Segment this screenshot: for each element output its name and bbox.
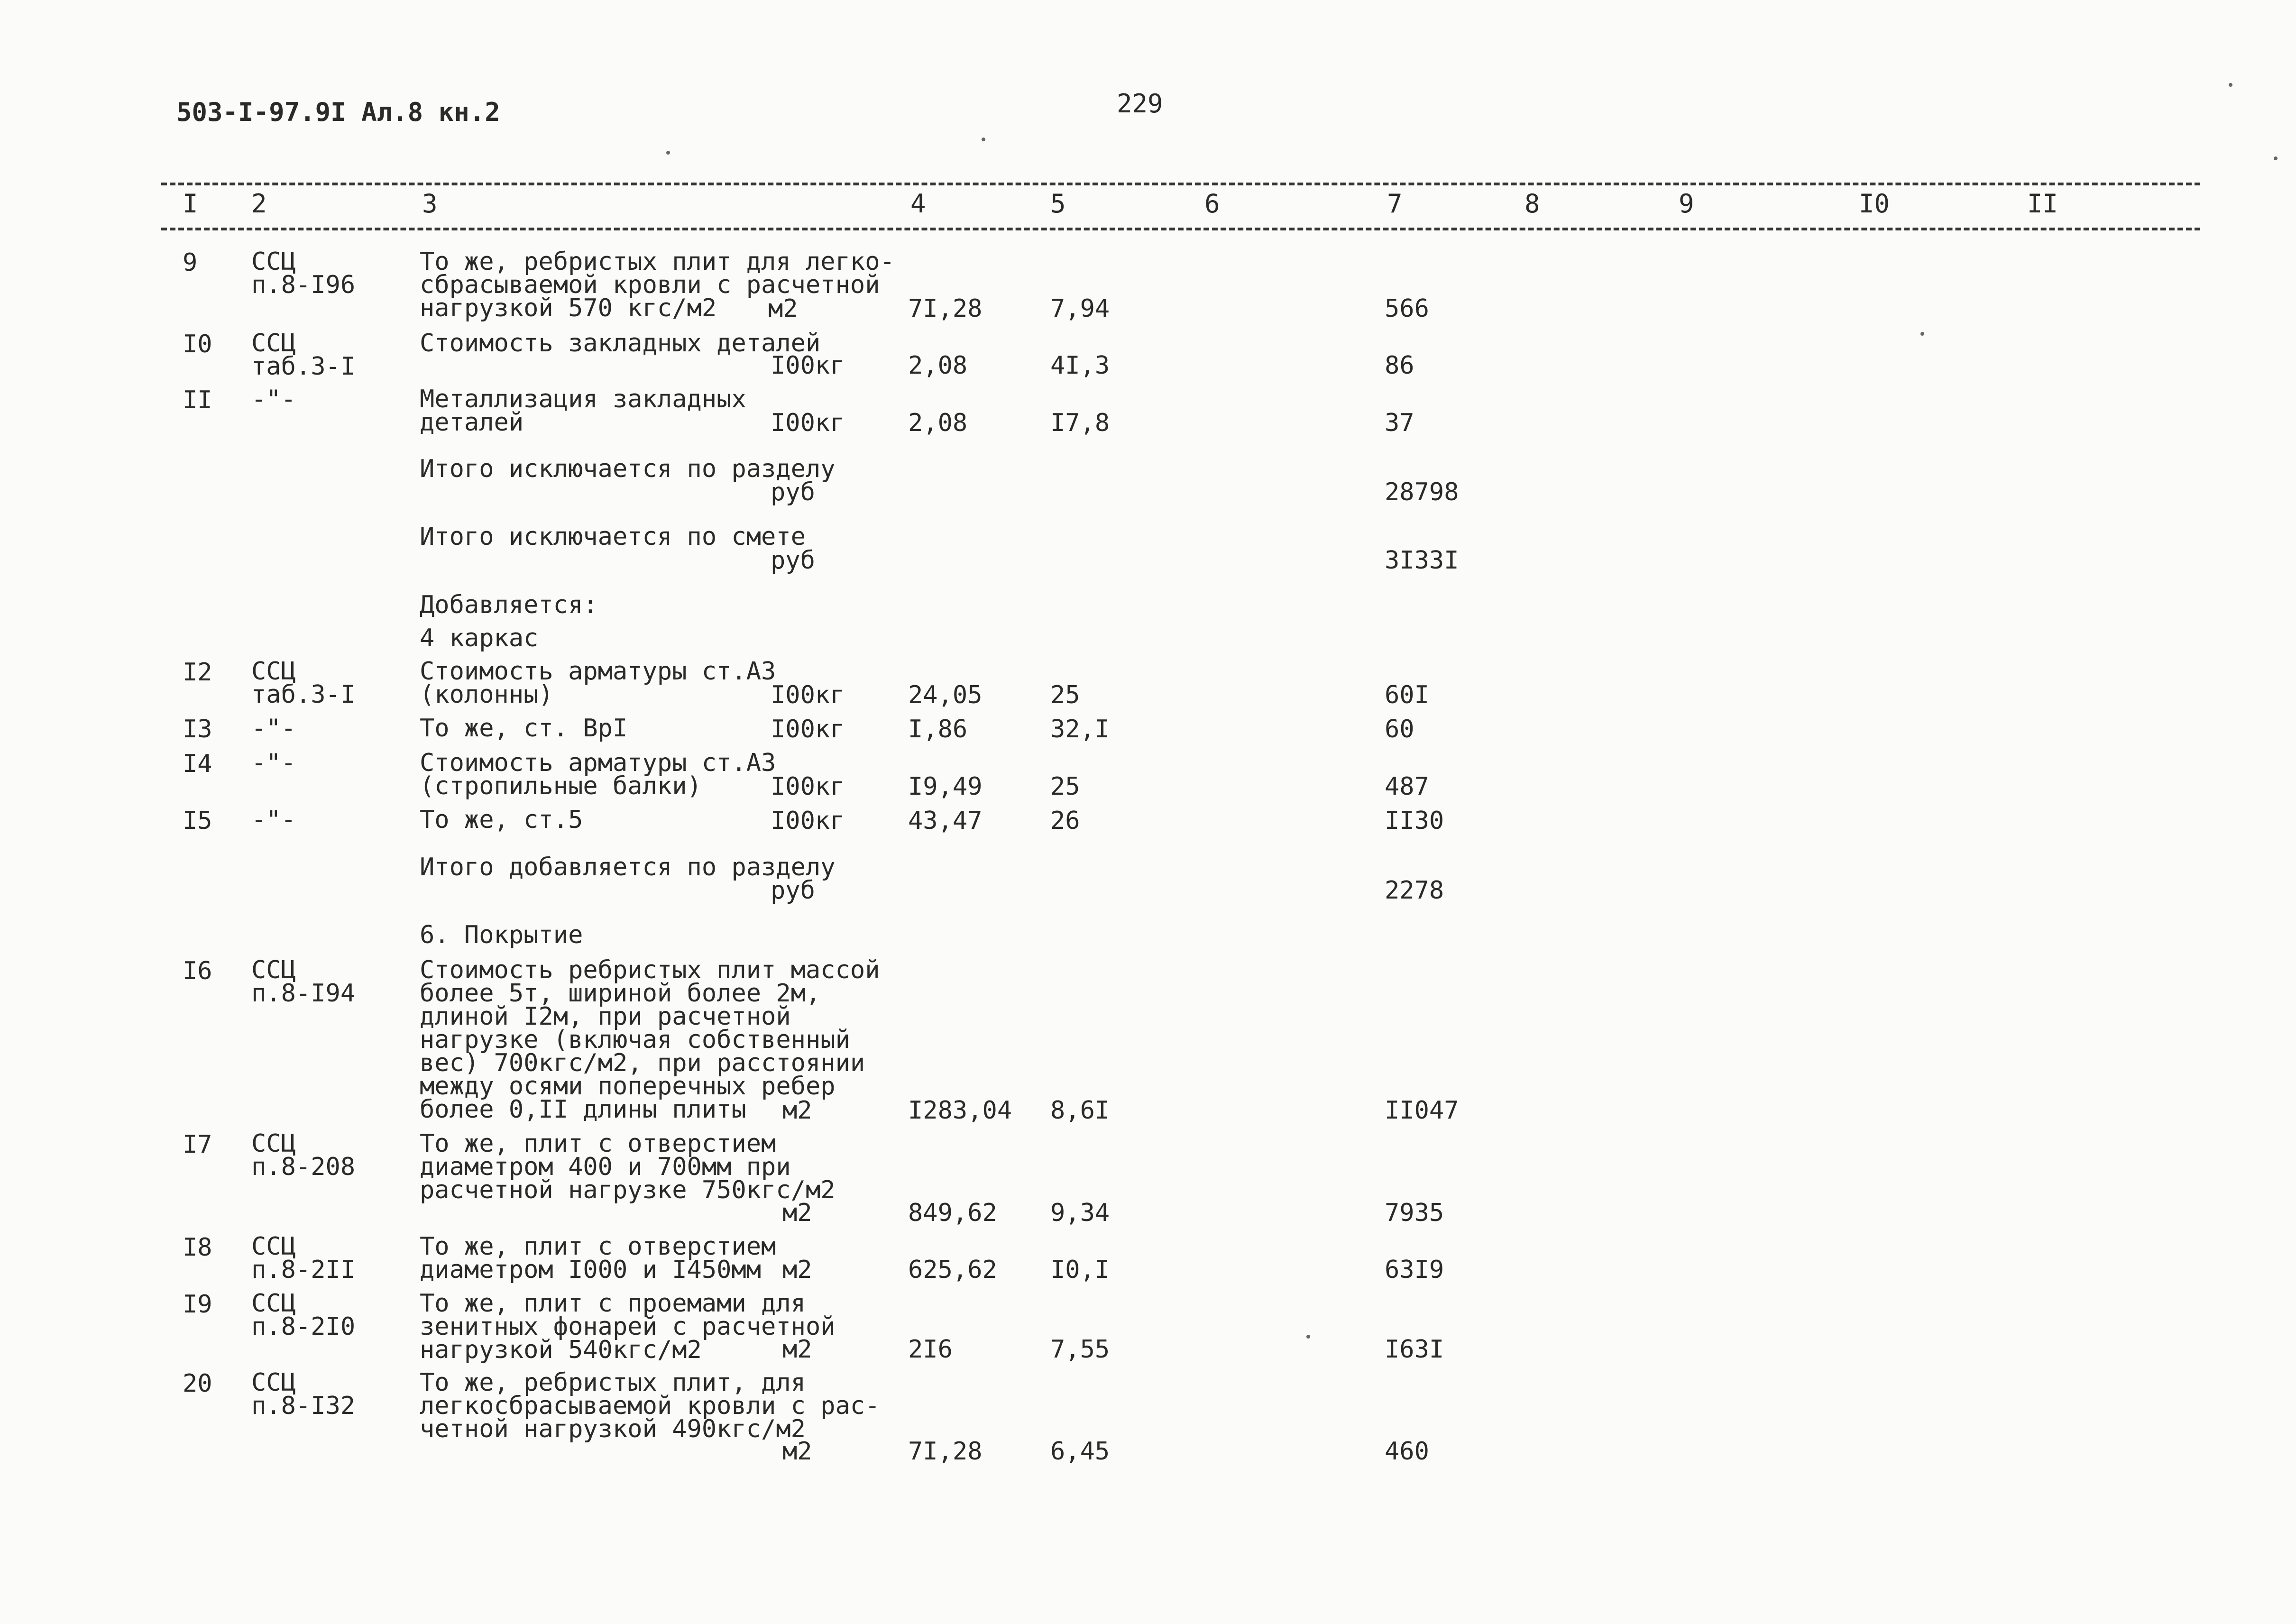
subtotal-label: Итого исключается по разделу	[420, 455, 836, 483]
page-number: 229	[1117, 89, 1163, 119]
unit: м2	[782, 1335, 812, 1364]
item-description: Стоимость ребристых плит массой более 5т, шириной более 2м, длиной I2м, при расчетной нагрузке (включая собственный вес) 700кгс/м2, при расстоянии между осями поперечных ребер более 0,II длины плиты	[420, 956, 880, 1124]
column-header: 3	[422, 189, 438, 219]
row-number: I5	[183, 807, 212, 835]
unit-price: 8,6I	[1050, 1096, 1110, 1125]
quantity: 2I6	[908, 1335, 953, 1364]
item-description: То же, плит с проемами для зенитных фонарей с расчетной нагрузкой 540кгс/м2	[420, 1289, 836, 1364]
unit-price: 7,55	[1050, 1335, 1110, 1364]
row-number: I3	[183, 715, 212, 743]
unit-price: 6,45	[1050, 1437, 1110, 1466]
unit-price: 7,94	[1050, 294, 1110, 323]
price-reference: ССЦ п.8-2I0	[251, 1289, 356, 1341]
total-cost: 566	[1385, 294, 1429, 323]
row-number: I7	[183, 1130, 212, 1159]
column-header: 9	[1679, 189, 1694, 219]
item-description: То же, ст.5	[420, 806, 583, 834]
scan-speck	[1920, 332, 1924, 336]
unit: I00кг	[771, 772, 845, 801]
item-description: Металлизация закладных деталей	[420, 385, 746, 437]
subtotal-label: Итого добавляется по разделу	[420, 853, 836, 881]
quantity: 2,08	[908, 351, 968, 380]
scan-speck	[666, 151, 670, 155]
document-code: 503-I-97.9I Ал.8 кн.2	[176, 97, 500, 127]
total-cost: II047	[1385, 1096, 1459, 1125]
unit: руб	[771, 546, 815, 575]
item-description: Стоимость арматуры ст.А3 (колонны)	[420, 657, 776, 709]
price-reference: ССЦ п.8-208	[251, 1129, 356, 1181]
unit: I00кг	[771, 807, 845, 835]
unit: м2	[782, 1256, 812, 1284]
item-description: То же, ребристых плит, для легкосбрасываемой кровли с рас- четной нагрузкой 490кгс/м2	[420, 1368, 880, 1443]
column-header: 7	[1387, 189, 1403, 219]
row-number: I9	[183, 1290, 212, 1319]
unit: м2	[782, 1096, 812, 1125]
column-header: 2	[251, 189, 267, 219]
unit: руб	[771, 876, 815, 905]
unit-price: 9,34	[1050, 1199, 1110, 1227]
column-header: 5	[1050, 189, 1066, 219]
section-heading: 6. Покрытие	[420, 921, 583, 949]
total-cost: 60I	[1385, 681, 1429, 709]
column-header: II	[2027, 189, 2058, 219]
item-description: Стоимость закладных деталей	[420, 329, 821, 358]
total-cost: 28798	[1385, 478, 1459, 506]
quantity: I,86	[908, 715, 968, 743]
unit: м2	[782, 1437, 812, 1466]
price-reference: ССЦ п.8-I96	[251, 248, 356, 299]
quantity: 2,08	[908, 409, 968, 437]
table-top-rule	[161, 183, 2200, 185]
quantity: 849,62	[908, 1199, 997, 1227]
unit: I00кг	[771, 409, 845, 437]
unit-price: 26	[1050, 807, 1080, 835]
unit-price: 25	[1050, 772, 1080, 801]
total-cost: 86	[1385, 351, 1414, 380]
quantity: 43,47	[908, 807, 983, 835]
price-reference: ССЦ п.8-I32	[251, 1368, 356, 1420]
unit-price: 25	[1050, 681, 1080, 709]
table-header-rule	[161, 228, 2200, 230]
item-description: То же, плит с отверстием диаметром I000 и I450мм	[420, 1232, 776, 1284]
row-number: I2	[183, 658, 212, 687]
total-cost: 2278	[1385, 876, 1444, 905]
price-reference: -"-	[251, 385, 296, 413]
row-number: I4	[183, 750, 212, 778]
total-cost: 37	[1385, 409, 1414, 437]
section-heading: Добавляется:	[420, 591, 598, 619]
total-cost: 460	[1385, 1437, 1429, 1466]
total-cost: I63I	[1385, 1335, 1444, 1364]
item-description: То же, плит с отверстием диаметром 400 и 700мм при расчетной нагрузке 750кгс/м2	[420, 1129, 836, 1204]
price-reference: ССЦ п.8-I94	[251, 956, 356, 1008]
quantity: 625,62	[908, 1256, 997, 1284]
unit-price: I0,I	[1050, 1256, 1110, 1284]
row-number: I6	[183, 957, 212, 985]
unit: м2	[782, 1199, 812, 1227]
unit-price: 4I,3	[1050, 351, 1110, 380]
total-cost: 487	[1385, 772, 1429, 801]
column-header: 8	[1525, 189, 1540, 219]
price-reference: -"-	[251, 714, 296, 743]
column-header: I	[183, 189, 198, 219]
row-number: 20	[183, 1369, 212, 1398]
unit: I00кг	[771, 351, 845, 380]
subtotal-label: Итого исключается по смете	[420, 523, 806, 551]
item-description: То же, ст. ВрI	[420, 714, 628, 743]
scan-speck	[2274, 156, 2278, 160]
scan-speck	[982, 138, 985, 141]
total-cost: 7935	[1385, 1199, 1444, 1227]
row-number: I0	[183, 330, 212, 358]
quantity: 7I,28	[908, 1437, 983, 1466]
row-number: 9	[183, 248, 198, 277]
quantity: 7I,28	[908, 294, 983, 323]
price-reference: -"-	[251, 806, 296, 834]
unit: руб	[771, 478, 815, 506]
price-reference: ССЦ таб.3-I	[251, 657, 356, 709]
unit-price: 32,I	[1050, 715, 1110, 743]
item-description: То же, ребристых плит для легко- сбрасываемой кровли с расчетной нагрузкой 570 кгс/м2	[420, 248, 895, 322]
column-header: I0	[1859, 189, 1890, 219]
price-reference: ССЦ таб.3-I	[251, 329, 356, 381]
unit: I00кг	[771, 715, 845, 743]
price-reference: ССЦ п.8-2II	[251, 1232, 356, 1284]
total-cost: 60	[1385, 715, 1414, 743]
quantity: I9,49	[908, 772, 983, 801]
price-reference: -"-	[251, 749, 296, 777]
unit: м2	[768, 294, 798, 323]
scan-speck	[1306, 1335, 1310, 1339]
total-cost: 3I33I	[1385, 546, 1459, 575]
quantity: I283,04	[908, 1096, 1012, 1125]
row-number: I8	[183, 1233, 212, 1262]
item-description: Стоимость арматуры ст.А3 (стропильные балки)	[420, 749, 776, 800]
section-heading: 4 каркас	[420, 624, 539, 652]
row-number: II	[183, 386, 212, 414]
quantity: 24,05	[908, 681, 983, 709]
column-header: 4	[910, 189, 926, 219]
total-cost: II30	[1385, 807, 1444, 835]
unit-price: I7,8	[1050, 409, 1110, 437]
total-cost: 63I9	[1385, 1256, 1444, 1284]
unit: I00кг	[771, 681, 845, 709]
scan-speck	[2229, 83, 2232, 87]
column-header: 6	[1204, 189, 1220, 219]
